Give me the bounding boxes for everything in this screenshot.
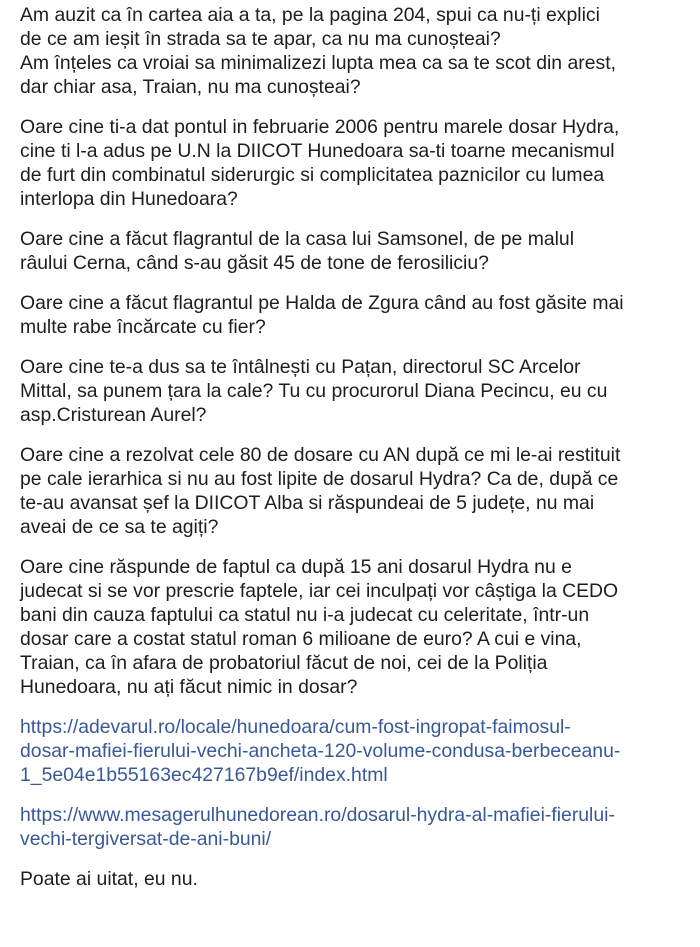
text-line: Traian, ca în afara de probatoriul făcut de noi, cei de la Poliția [20,652,548,674]
link-line[interactable]: vechi-tergiversat-de-ani-buni/ [20,828,272,850]
post-paragraph-3 [20,227,686,275]
post-paragraph-4 [20,291,686,339]
text-line: multe rabe încărcate cu fier? [20,316,266,338]
closing-text: Poate ai uitat, eu nu. [20,868,198,890]
text-line: Oare cine a rezolvat cele 80 de dosare cu AN după ce mi le-ai restituit [20,444,621,466]
text-line: Oare cine a făcut flagrantul de la casa lui Samsonel, de pe malul [20,228,575,250]
text-line: Oare cine a făcut flagrantul pe Halda de Zgura când au fost găsite mai [20,292,624,314]
adevarul-link[interactable] [20,715,686,787]
text-line: dar chiar asa, Traian, nu ma cunoșteai? [20,76,361,98]
text-line: Oare cine ti-a dat pontul in februarie 2006 pentru marele dosar Hydra, [20,116,620,138]
post-paragraph-2 [20,115,686,211]
text-line: te-au avansat șef la DIICOT Alba si răspundeai de 5 județe, nu mai [20,492,595,514]
text-line: Am înțeles ca vroiai sa minimalizezi lupta mea ca sa te scot din arest, [20,52,616,74]
text-line: de furt din combinatul siderurgic si complicitatea paznicilor cu lumea [20,164,605,186]
link-line[interactable]: dosar-mafiei-fierului-vechi-ancheta-120-volume-condusa-berbeceanu- [20,740,621,762]
text-line: Oare cine răspunde de faptul ca după 15 ani dosarul Hydra nu e [20,556,572,578]
link-line[interactable]: https://adevarul.ro/locale/hunedoara/cum-fost-ingropat-faimosul- [20,716,571,738]
text-line: Mittal, sa punem țara la cale? Tu cu procurorul Diana Pecincu, eu cu [20,380,608,402]
mesagerul-link[interactable] [20,803,686,851]
link-line[interactable]: https://www.mesagerulhunedorean.ro/dosarul-hydra-al-mafiei-fierului- [20,804,615,826]
text-line: interlopa din Hunedoara? [20,188,238,210]
text-line: Am auzit ca în cartea aia a ta, pe la pagina 204, spui ca nu-ți explici [20,4,600,26]
text-line: de ce am ieșit în strada sa te apar, ca nu ma cunoșteai? [20,28,501,50]
post-paragraph-6 [20,443,686,539]
post-closing [20,867,686,891]
text-line: Hunedoara, nu ați făcut nimic in dosar? [20,676,358,698]
text-line: dosar care a costat statul roman 6 milioane de euro? A cui e vina, [20,628,582,650]
text-line: râului Cerna, când s-au găsit 45 de tone de ferosiliciu? [20,252,489,274]
text-line: Oare cine te-a dus sa te întâlnești cu Pațan, directorul SC Arcelor [20,356,581,378]
text-line: judecat si se vor prescrie faptele, iar cei inculpați vor câștiga la CEDO [20,580,619,602]
text-line: aveai de ce sa te agiți? [20,516,219,538]
post-paragraph-1 [20,3,686,99]
text-line: cine ti l-a adus pe U.N la DIICOT Hunedoara sa-ti toarne mecanismul [20,140,615,162]
text-line: asp.Cristurean Aurel? [20,404,207,426]
post-paragraph-5 [20,355,686,427]
post-paragraph-7 [20,555,686,699]
text-line: bani din cauza faptului ca statul nu i-a judecat cu celeritate, într-un [20,604,590,626]
text-line: pe cale ierarhica si nu au fost lipite de dosarul Hydra? Ca de, după ce [20,468,619,490]
link-line[interactable]: 1_5e04e1b55163ec427167b9ef/index.html [20,764,388,786]
